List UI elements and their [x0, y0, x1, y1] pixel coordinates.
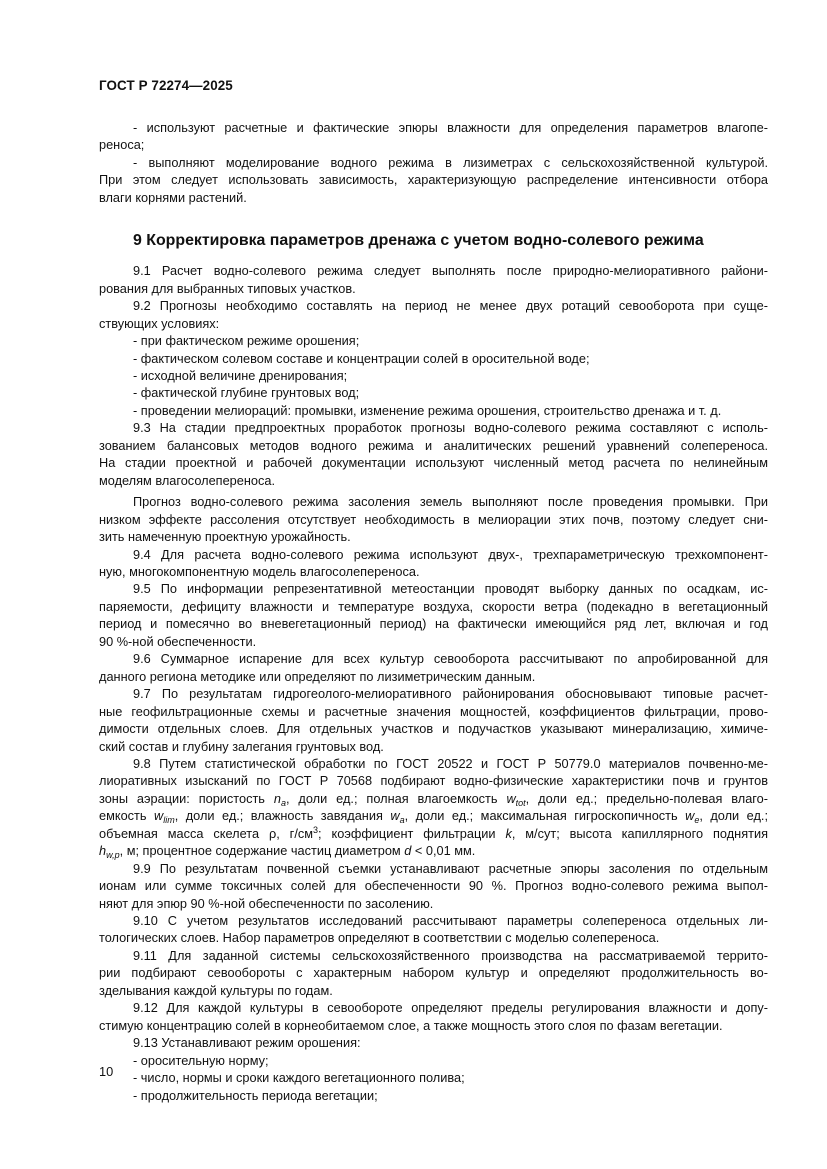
text-line: период и помесячно во вневегетационный период) на фактически имеющийся ряд лет, включая и год [99, 616, 768, 632]
text-fragment: , доли ед.; [699, 808, 768, 824]
symbol-subscript: e [694, 815, 700, 826]
page-body [99, 119, 768, 1104]
text-line: лиоративных изысканий по ГОСТ Р 70568 подбирают водно-физические характеристики почв и грунтов [99, 773, 768, 789]
text-line: рии подбирают севообороты с характерным набором культур и определяют продолжительность во- [99, 965, 768, 981]
paragraph-9-8 [99, 755, 768, 860]
paragraph-9-2 [99, 297, 768, 419]
text-line: тологических слоев. Набор параметров определяют в соответствии с моделью солепереноса. [99, 930, 660, 946]
text-line: димости отдельных слоев. Для отдельных участков и подучастков указывают минерализацию, химиче- [99, 721, 768, 737]
text-line: няют для эпюр 90 %-ной обеспеченности по засолению. [99, 895, 434, 911]
text-line: 9.6 Суммарное испарение для всех культур севооборота рассчитывают по апробированной для [133, 651, 768, 667]
text-line: 9.9 По результатам почвенной съемки устанавливают расчетные эпюры засоления по отдельным [133, 860, 768, 876]
paragraph-9-1 [99, 262, 768, 297]
text-fragment: , доли ед.; полная влагоемкость [285, 790, 507, 806]
text-line: Прогноз водно-солевого режима засоления земель выполняют после проведения промывки. При [133, 494, 768, 510]
text-fragment: , доли ед.; влажность завядания [174, 808, 391, 824]
paragraph-9-11 [99, 947, 768, 999]
text-line: моделям влагосолепереноса. [99, 472, 275, 488]
text-fragment: , м/сут; высота капиллярного поднятия [511, 825, 768, 841]
text-fragment: , м; процентное содержание частиц диаметром [119, 843, 405, 859]
text-line: 9.8 Путем статистической обработки по ГОСТ 20522 и ГОСТ Р 50779.0 материалов почвенно-ме- [133, 755, 768, 771]
text-fragment: зоны аэрации: пористость [99, 790, 274, 806]
list-item: - продолжительность периода вегетации; [133, 1087, 378, 1103]
list-item: - оросительную норму; [133, 1052, 269, 1068]
list-item: - число, нормы и сроки каждого вегетационного полива; [133, 1070, 465, 1086]
symbol-subscript: a [399, 815, 405, 826]
symbol-capillary-height: h [99, 843, 107, 859]
text-line: На стадии проектной и рабочей документации используют численный метод расчета по нелинейным [99, 455, 768, 471]
standard-header: ГОСТ Р 72274—2025 [99, 78, 233, 93]
text-line: 9.4 Для расчета водно-солевого режима используют двух-, трехпараметрическую трехкомпонент- [133, 546, 768, 562]
text-line: 9.5 По информации репрезентативной метеостанции проводят выборку данных по осадкам, ис- [133, 581, 768, 597]
text-line: ную, многокомпонентную модель влагосолепереноса. [99, 563, 420, 579]
symbol-filtration-coefficient: k [505, 825, 512, 841]
text-line: 9.10 С учетом результатов исследований рассчитывают параметры солепереноса отдельных ли- [133, 913, 768, 929]
symbol-subscript: w,p [106, 850, 120, 861]
text-line: 9.12 Для каждой культуры в севообороте определяют пределы регулирования влажности и допу- [133, 1000, 768, 1016]
symbol-porosity: n [273, 790, 281, 806]
text-line: ные геофильтрационные схемы и расчетные значения мощностей, коэффициентов фильтрации, прово- [99, 703, 768, 719]
text-fragment: объемная масса скелета ρ, г/см [99, 825, 314, 841]
text-line: реноса; [99, 137, 145, 153]
text-line: влаги корнями растений. [99, 189, 247, 205]
paragraph-9-6 [99, 650, 768, 685]
text-line: ский состав и глубину залегания грунтовых вод. [99, 738, 384, 754]
text-line [99, 807, 768, 824]
text-line: 9.1 Расчет водно-солевого режима следует выполнять после природно-мелиоративного райони- [133, 263, 768, 279]
text-line: зить намеченную проектную урожайность. [99, 529, 351, 545]
page-number: 10 [99, 1064, 114, 1079]
list-item: - проведении мелиораций: промывки, изменение режима орошения, строительство дренажа и т. д. [133, 402, 722, 418]
text-fragment: ; коэффициент фильтрации [318, 825, 506, 841]
list-item: - фактической глубине грунтовых вод; [133, 385, 360, 401]
symbol-subscript: a [280, 797, 286, 808]
text-line: ствующих условиях: [99, 315, 220, 331]
text-line: зованием балансовых методов водного режима и аналитических решений уравнений солепереноса. [99, 437, 768, 453]
text-line: При этом следует использовать зависимость, характеризующую распределение интенсивности отбора [99, 172, 768, 188]
paragraph-9-3-forecast [99, 493, 768, 545]
symbol-field-capacity: w [154, 808, 164, 824]
paragraph-9-4 [99, 546, 768, 581]
text-line: стимую концентрацию солей в корнеобитаемом слое, а также мощность этого слоя по фазам вегетации. [99, 1017, 723, 1033]
symbol-superscript: 3 [313, 824, 319, 835]
text-fragment: < 0,01 мм. [411, 843, 476, 859]
text-line [99, 790, 768, 807]
text-line: - используют расчетные и фактические эпюры влажности для определения параметров влагопе- [133, 120, 768, 135]
text-fragment: , доли ед.; максимальная гигроскопичность [404, 808, 686, 824]
text-line: рования для выбранных типовых участков. [99, 280, 356, 296]
symbol-wilting-point: w [390, 808, 400, 824]
list-item: - при фактическом режиме орошения; [133, 333, 360, 349]
text-line: 9.7 По результатам гидрогеолого-мелиоративного районирования обосновывают типовые расчет- [133, 686, 768, 702]
text-line: 9.11 Для заданной системы сельскохозяйственного производства на рассматриваемой террито- [133, 947, 768, 963]
text-line: 9.2 Прогнозы необходимо составлять на период не менее двух ротаций севооборота при суще- [133, 298, 768, 314]
paragraph-9-12 [99, 999, 768, 1034]
symbol-subscript: lim [163, 815, 175, 826]
text-line: 9.3 На стадии предпроектных проработок прогнозы водно-солевого режима составляют с исполь- [133, 420, 768, 436]
text-line [99, 825, 768, 842]
paragraph-9-9 [99, 860, 768, 912]
symbol-full-capacity: w [506, 790, 516, 806]
text-line: - выполняют моделирование водного режима в лизиметрах с сельскохозяйственной культурой. [133, 154, 768, 170]
paragraph-9-10 [99, 912, 768, 947]
text-fragment: , доли ед.; предельно-полевая влаго- [525, 790, 768, 806]
text-line: низком эффекте рассоления отсутствует необходимость в мелиорации этих почв, поэтому следует сни- [99, 511, 768, 527]
intro-block [99, 119, 768, 206]
text-line: данного региона методике или определяют по лизиметрическим данным. [99, 668, 536, 684]
text-line: паряемости, дефициту влажности и температуре воздуха, скорости ветра (подекадно в вегетационный [99, 598, 768, 614]
symbol-hygroscopicity: w [685, 808, 695, 824]
symbol-diameter: d [404, 843, 412, 859]
text-line [99, 842, 768, 859]
list-item: - исходной величине дренирования; [133, 367, 348, 383]
list-item: - фактическом солевом составе и концентрации солей в оросительной воде; [133, 350, 590, 366]
text-fragment: емкость [99, 808, 154, 824]
paragraph-9-7 [99, 685, 768, 755]
paragraph-9-13 [99, 1034, 768, 1104]
symbol-subscript: tot [515, 797, 526, 808]
text-line: зделывания каждой культуры по годам. [99, 982, 333, 998]
paragraph-9-5 [99, 580, 768, 650]
text-line: ионам или сумме токсичных солей для обеспеченности 90 %. Прогноз водно-солевого режима выпол- [99, 878, 768, 894]
text-line: 90 %-ной обеспеченности. [99, 633, 257, 649]
text-line: 9.13 Устанавливают режим орошения: [133, 1035, 361, 1051]
paragraph-9-3 [99, 419, 768, 489]
section-heading: 9 Корректировка параметров дренажа с учетом водно-солевого режима [133, 232, 704, 250]
